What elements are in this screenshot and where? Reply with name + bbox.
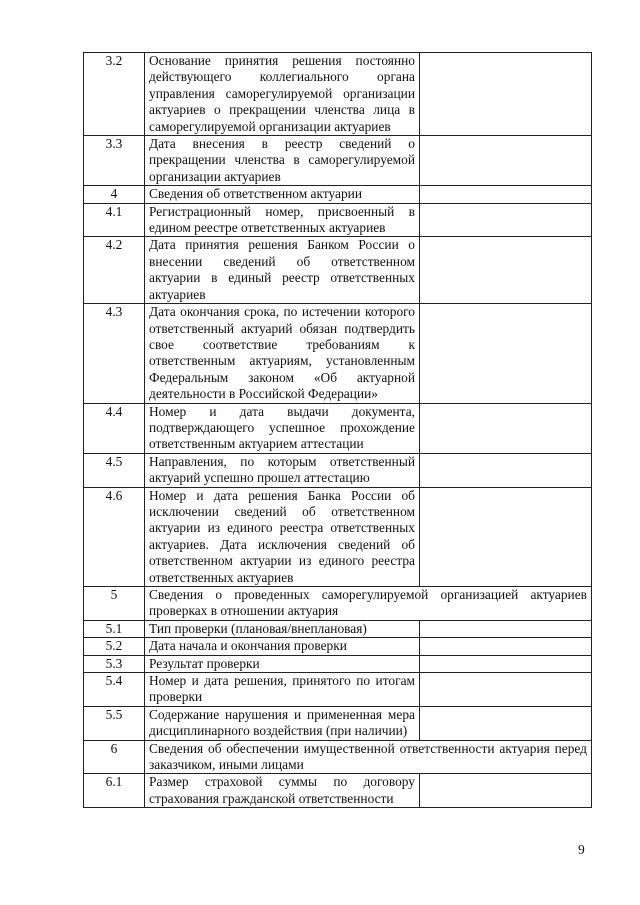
row-description: Размер страховой суммы по договору страхования гражданской ответственности (145, 774, 420, 808)
row-description: Дата окончания срока, по истечении которого ответственный актуарий обязан подтвердить свое соответствие требованиям к ответственным актуариям, установленным Федеральным законом «Об актуарной деятельности в Российской Федерации» (145, 304, 420, 403)
requirements-table (83, 52, 592, 808)
table-row (84, 638, 592, 655)
table-row (84, 620, 592, 637)
row-value-cell (420, 304, 592, 403)
row-value-cell (420, 203, 592, 237)
row-description: Результат проверки (145, 655, 420, 672)
table-row (84, 740, 592, 774)
table-row (84, 53, 592, 136)
row-value-cell (420, 706, 592, 740)
page-number: 9 (578, 842, 585, 857)
row-value-cell (420, 620, 592, 637)
row-value-cell (420, 237, 592, 304)
table-row (84, 203, 592, 237)
row-number: 5.3 (84, 655, 145, 672)
table-row (84, 655, 592, 672)
row-number: 4.1 (84, 203, 145, 237)
row-description: Номер и дата решения, принятого по итогам проверки (145, 673, 420, 707)
table-row (84, 706, 592, 740)
row-value-cell (420, 53, 592, 136)
row-value-cell (420, 673, 592, 707)
row-description: Тип проверки (плановая/внеплановая) (145, 620, 420, 637)
row-value-cell (420, 453, 592, 487)
table-row (84, 403, 592, 453)
row-number: 5.4 (84, 673, 145, 707)
row-description: Сведения об обеспечении имущественной ответственности актуария перед заказчиком, иными лицами (145, 740, 592, 774)
row-number: 5.2 (84, 638, 145, 655)
row-description: Сведения о проведенных саморегулируемой организацией актуариев проверках в отношении актуария (145, 587, 592, 621)
row-number: 6 (84, 740, 145, 774)
row-value-cell (420, 186, 592, 203)
row-value-cell (420, 487, 592, 586)
row-number: 3.3 (84, 136, 145, 186)
row-description: Направления, по которым ответственный актуарий успешно прошел аттестацию (145, 453, 420, 487)
row-value-cell (420, 774, 592, 808)
table-body (84, 53, 592, 808)
row-number: 4.4 (84, 403, 145, 453)
row-number: 3.2 (84, 53, 145, 136)
row-number: 4 (84, 186, 145, 203)
table-row (84, 774, 592, 808)
row-value-cell (420, 403, 592, 453)
row-number: 5.1 (84, 620, 145, 637)
row-number: 4.6 (84, 487, 145, 586)
table-row (84, 587, 592, 621)
row-description: Основание принятия решения постоянно действующего коллегиального органа управления саморегулируемой организации актуариев о прекращении членства лица в саморегулируемой организации актуариев (145, 53, 420, 136)
row-number: 5 (84, 587, 145, 621)
row-description: Сведения об ответственном актуарии (145, 186, 420, 203)
row-number: 4.3 (84, 304, 145, 403)
row-description: Дата принятия решения Банком России о внесении сведений об ответственном актуарии в единый реестр ответственных актуариев (145, 237, 420, 304)
row-number: 4.5 (84, 453, 145, 487)
row-number: 4.2 (84, 237, 145, 304)
table-row (84, 453, 592, 487)
row-number: 6.1 (84, 774, 145, 808)
table-row (84, 487, 592, 586)
row-value-cell (420, 136, 592, 186)
row-description: Номер и дата решения Банка России об исключении сведений об ответственном актуарии из единого реестра ответственных актуариев. Дата исключения сведений об ответственном актуарии из единого реестра ответственных актуариев (145, 487, 420, 586)
table-row (84, 304, 592, 403)
row-description: Дата внесения в реестр сведений о прекращении членства в саморегулируемой организации актуариев (145, 136, 420, 186)
row-description: Содержание нарушения и примененная мера дисциплинарного воздействия (при наличии) (145, 706, 420, 740)
row-description: Дата начала и окончания проверки (145, 638, 420, 655)
row-value-cell (420, 638, 592, 655)
table-row (84, 237, 592, 304)
table-row (84, 136, 592, 186)
row-value-cell (420, 655, 592, 672)
table-row (84, 673, 592, 707)
table-row (84, 186, 592, 203)
row-number: 5.5 (84, 706, 145, 740)
row-description: Номер и дата выдачи документа, подтверждающего успешное прохождение ответственным актуарием аттестации (145, 403, 420, 453)
row-description: Регистрационный номер, присвоенный в едином реестре ответственных актуариев (145, 203, 420, 237)
